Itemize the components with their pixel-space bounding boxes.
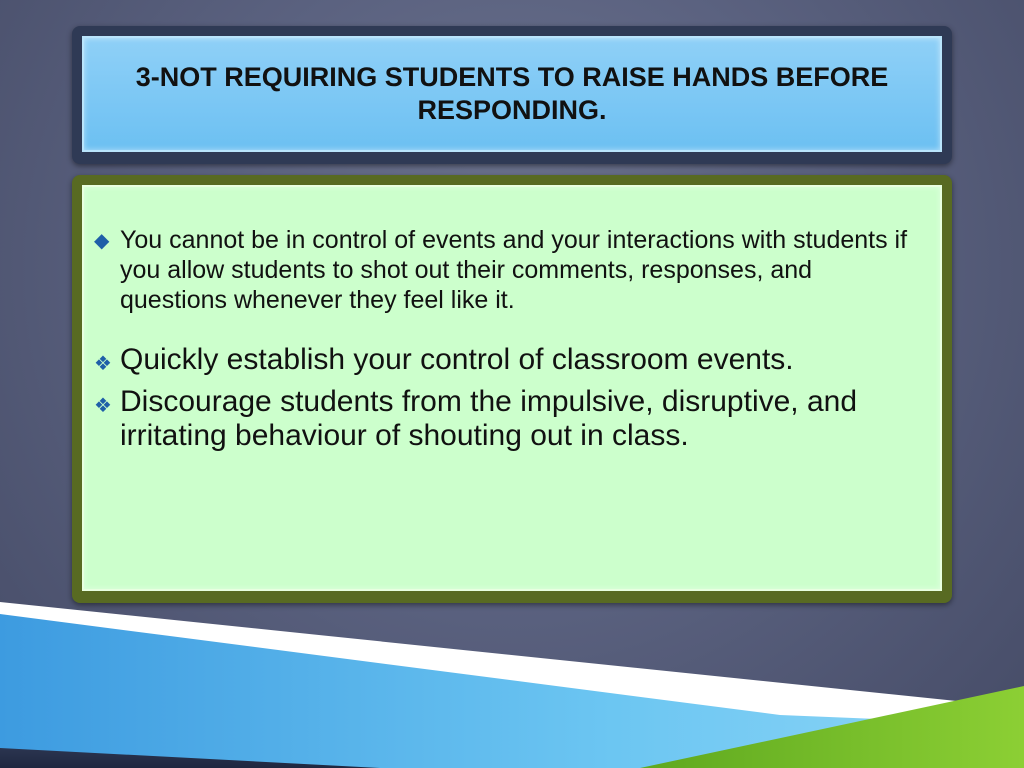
four-diamond-bullet-icon: ❖ <box>94 395 112 417</box>
bullet-item <box>90 343 910 377</box>
four-diamond-bullet-icon: ❖ <box>94 353 112 375</box>
bullet-text: Discourage students from the impulsive, disruptive, and irritating behaviour of shouting out in class. <box>120 385 858 452</box>
bullet-list <box>90 225 910 461</box>
title-frame <box>72 26 952 164</box>
bullet-text: You cannot be in control of events and your interactions with students if you allow students to shot out their comments, responses, and questions whenever they feel like it. <box>120 226 908 314</box>
bullet-item <box>90 225 910 315</box>
bullet-item <box>90 385 910 453</box>
bullet-text: Quickly establish your control of classroom events. <box>120 343 794 376</box>
content-box <box>82 185 942 591</box>
footer-decoration <box>0 600 1024 768</box>
title-box <box>82 36 942 152</box>
diamond-bullet-icon: ◆ <box>94 230 110 252</box>
content-frame <box>72 175 952 603</box>
slide-title: 3-NOT REQUIRING STUDENTS TO RAISE HANDS BEFORE RESPONDING. <box>135 62 889 125</box>
